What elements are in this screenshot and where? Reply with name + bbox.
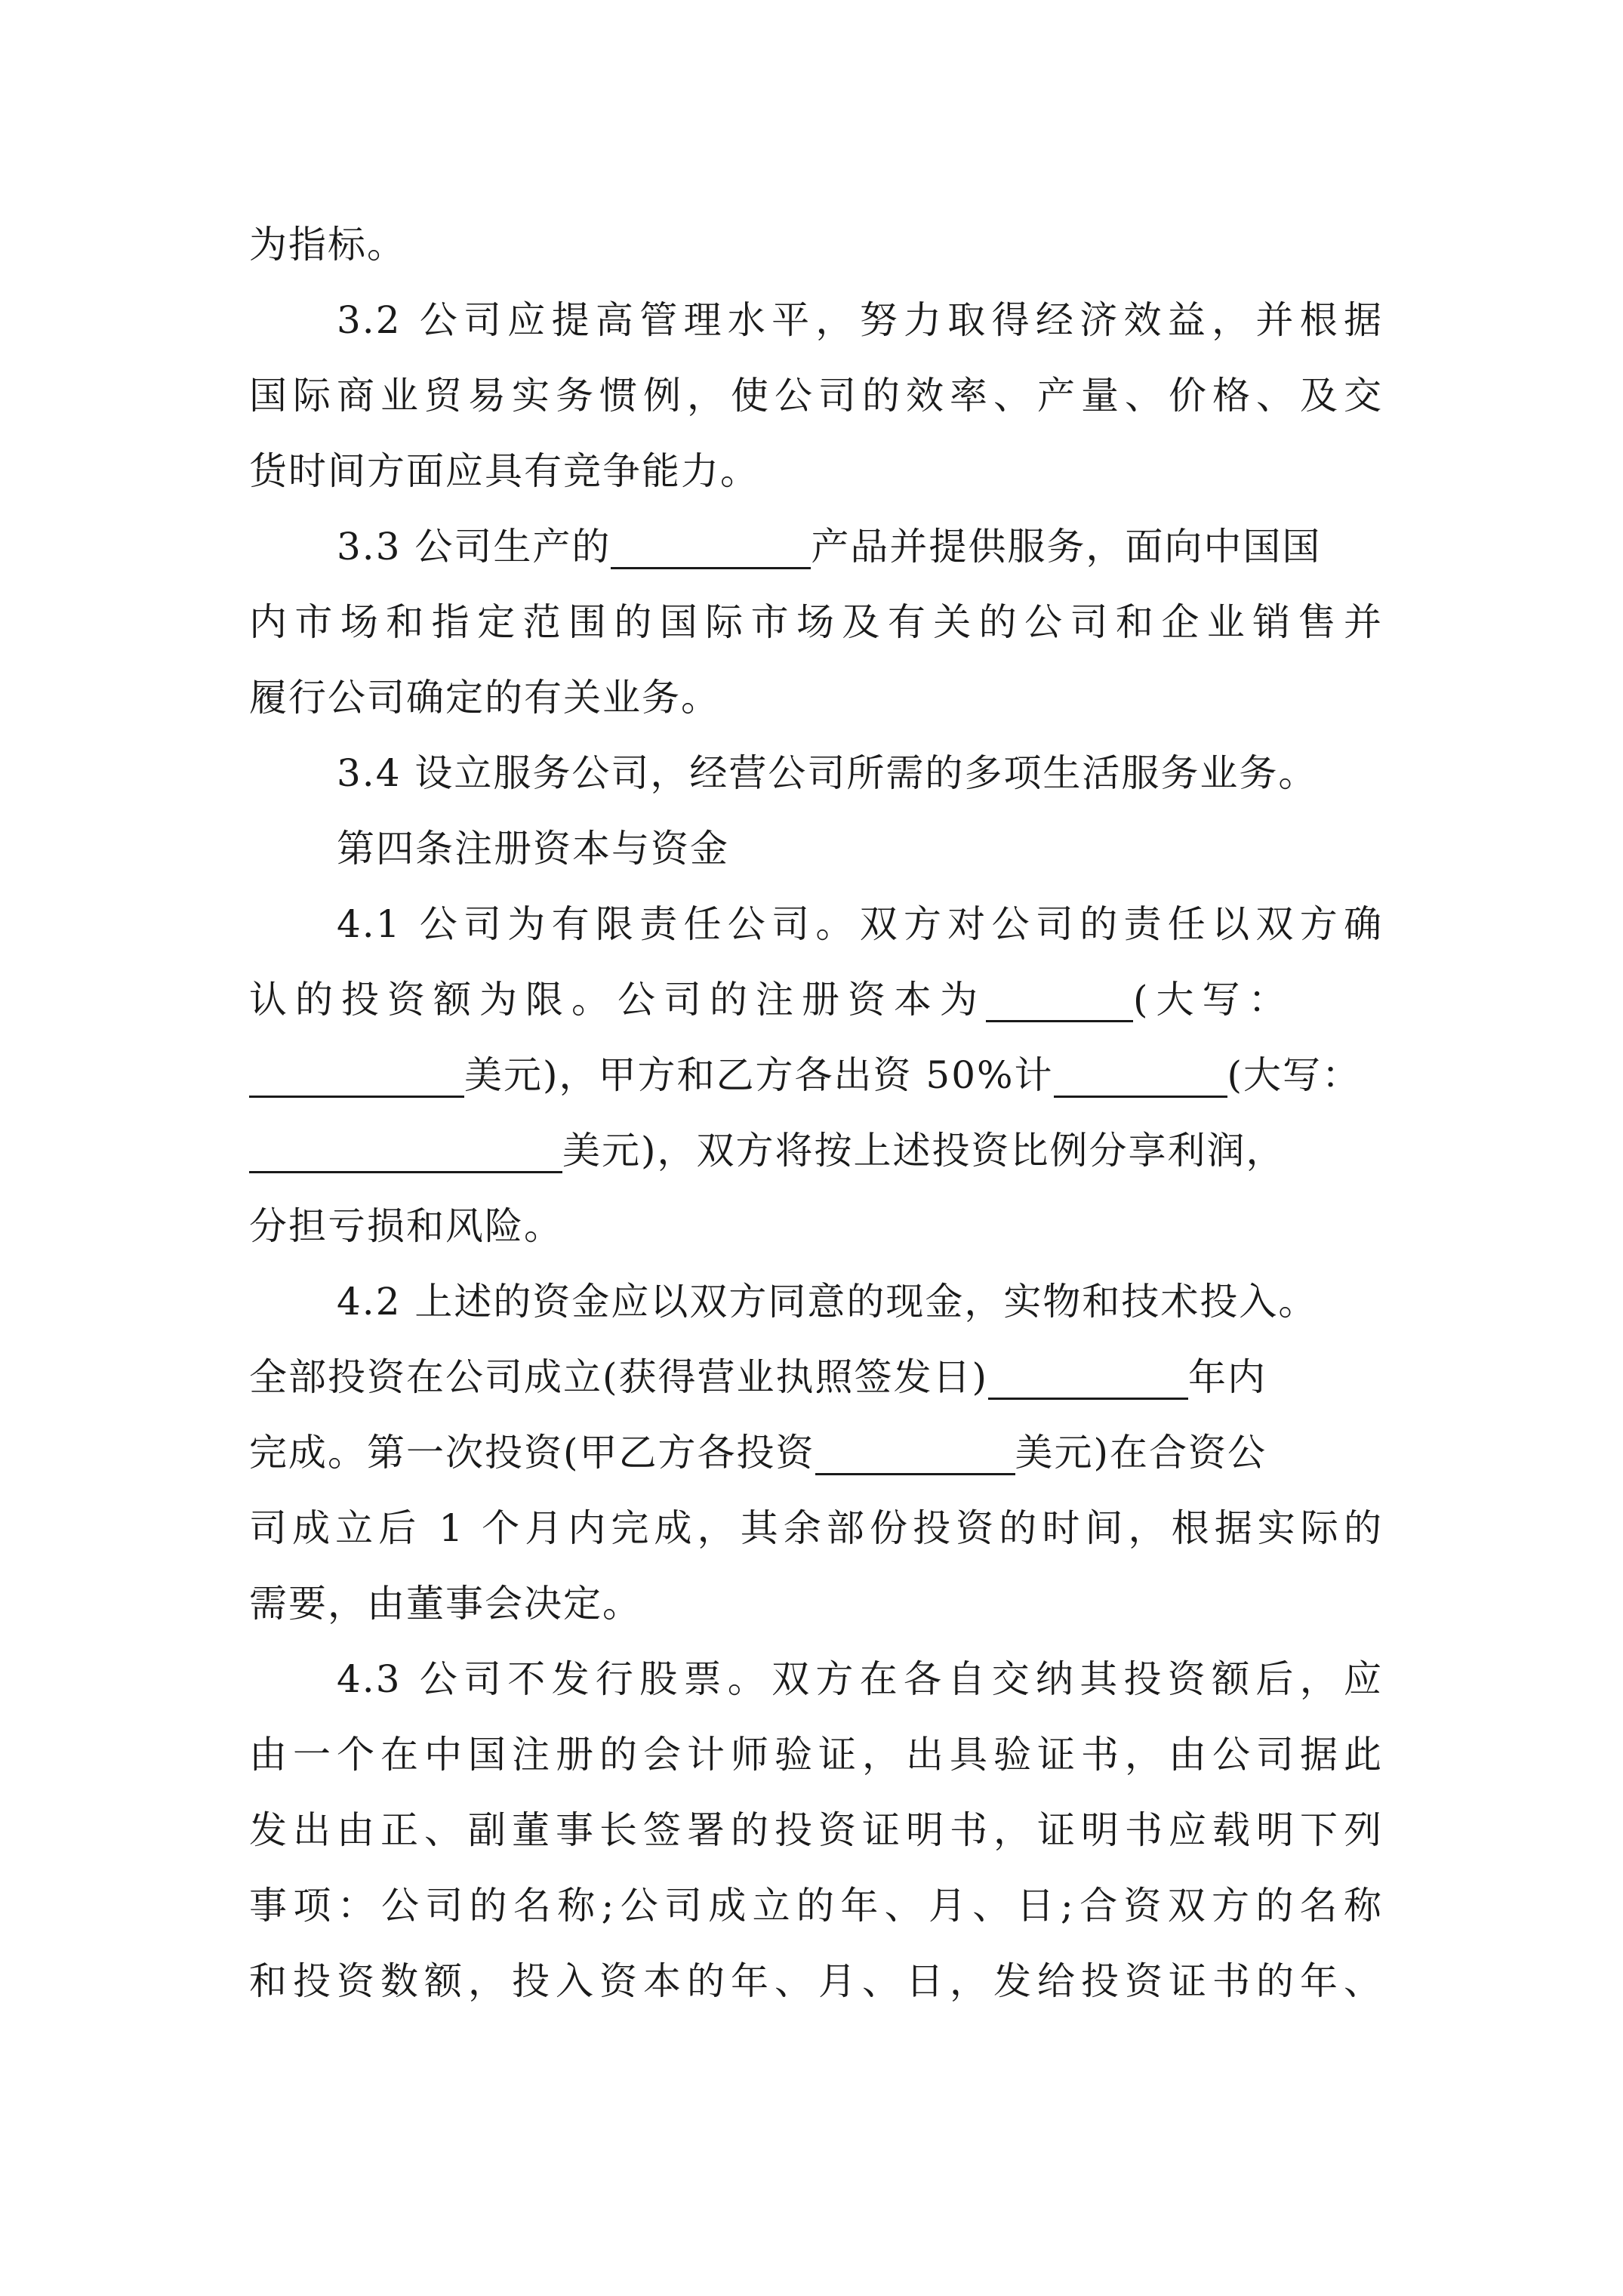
years-blank[interactable] [988,1358,1188,1400]
text-line: 发出由正、副董事长签署的投资证明书，证明书应载明下列 [249,1808,1383,1852]
text-line: 为指标。 [249,223,406,267]
text-line: 完成。第一次投资(甲乙方各投资 美元)在合资公 [249,1431,1267,1475]
text-line: 事项：公司的名称;公司成立的年、月、日;合资双方的名称 [249,1884,1383,1928]
text-line: 分担亏损和风险。 [249,1204,563,1248]
text-line: 货时间方面应具有竞争能力。 [249,449,759,493]
registered-capital-blank[interactable] [986,981,1133,1022]
clause-3-2: 3.2 公司应提高管理水平，努力取得经济效益，并根据 [337,298,1383,342]
clause-4-3: 4.3 公司不发行股票。双方在各自交纳其投资额后，应 [337,1657,1383,1701]
text-line: 认的投资额为限。公司的注册资本为 (大写： [249,978,1295,1022]
clause-3-4: 3.4 设立服务公司，经营公司所需的多项生活服务业务。 [337,751,1318,795]
text-line: 司成立后 1 个月内完成，其余部份投资的时间，根据实际的 [249,1506,1383,1550]
contribution-blank[interactable] [1054,1056,1227,1098]
article-4-heading: 第四条注册资本与资金 [337,827,729,871]
first-investment-blank[interactable] [815,1434,1015,1475]
product-blank[interactable] [611,528,811,569]
text-line: 国际商业贸易实务惯例，使公司的效率、产量、价格、及交 [249,374,1383,418]
text-line: 美元)，双方将按上述投资比例分享利润， [249,1128,1286,1173]
text-line: 内市场和指定范围的国际市场及有关的公司和企业销售并 [249,600,1383,644]
text-line: 需要，由董事会决定。 [249,1582,642,1626]
text-line: 全部投资在公司成立(获得营业执照签发日) 年内 [249,1355,1267,1399]
text-line: 和投资数额，投入资本的年、月、日，发给投资证书的年、 [249,1959,1383,2003]
text-line: 由一个在中国注册的会计师验证，出具验证书，由公司据此 [249,1733,1383,1777]
clause-4-2: 4.2 上述的资金应以双方同意的现金，实物和技术投入。 [337,1280,1318,1324]
clause-4-1: 4.1 公司为有限责任公司。双方对公司的责任以双方确 [337,902,1383,946]
clause-3-3: 3.3 公司生产的 产品并提供服务，面向中国国 [337,525,1322,569]
capital-words-blank[interactable] [249,1056,464,1098]
text-line: 履行公司确定的有关业务。 [249,676,720,720]
contribution-words-blank[interactable] [249,1132,562,1173]
text-line: 美元)，甲方和乙方各出资 50%计 (大写： [249,1052,1361,1098]
